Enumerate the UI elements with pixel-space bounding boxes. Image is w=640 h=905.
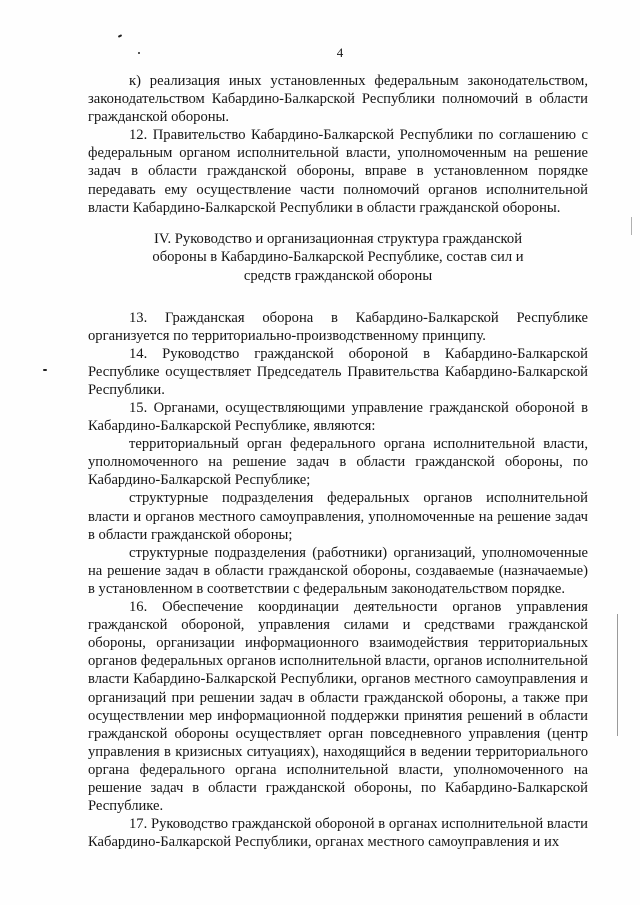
paragraph-16: 16. Обеспечение координации деятельности органов управления гражданской обороной, управления силами и средствами гражданской обороны, организации информационного взаимодействия территориальных органов федеральных органов исполнительной власти, органов исполнительной власти Кабардино-Балкарской Республики, органов местного самоуправления и организаций при решении задач в области гражданской обороны, а также при осуществлении мер информационной поддержки принятия решений в области гражданской обороны осуществляет орган повседневного управления (центр управления в кризисных ситуациях), находящийся в ведении территориального органа федерального органа исполнительной власти, уполномоченного на решение задач в области гражданской обороны, по Кабардино-Балкарской Республике.	[88, 599, 588, 815]
page-number: 4	[336, 45, 344, 60]
paragraph-13: 13. Гражданская оборона в Кабардино-Балкарской Республике организуется по территориально-производственному принципу.	[88, 309, 588, 344]
scan-speck	[118, 34, 122, 38]
paragraph-15-item-c: структурные подразделения (работники) организаций, уполномоченные на решение задач в области гражданской обороны, создаваемые (назначаемые) в установленном в соответствии с федеральным законодательством порядке.	[88, 544, 588, 597]
scan-edge-line	[631, 217, 632, 235]
section-heading-iv: IV. Руководство и организационная структура гражданской обороны в Кабардино-Балкарской Республике, состав сил и средств гражданской обороны	[152, 230, 524, 284]
paragraph-17: 17. Руководство гражданской обороной в органах исполнительной власти Кабардино-Балкарской Республики, органах местного самоуправления и их	[88, 816, 588, 851]
paragraph-14: 14. Руководство гражданской обороной в Кабардино-Балкарской Республике осуществляет Председатель Правительства Кабардино-Балкарской Республики.	[88, 345, 588, 398]
document-body	[88, 72, 588, 851]
paragraph-15-item-a: территориальный орган федерального органа исполнительной власти, уполномоченного на решение задач в области гражданской обороны, по Кабардино-Балкарской Республике;	[88, 436, 588, 489]
spacer	[88, 300, 588, 309]
paragraph-k: к) реализация иных установленных федеральным законодательством, законодательством Кабардино-Балкарской Республики полномочий в области гражданской обороны.	[88, 73, 588, 126]
paragraph-12: 12. Правительство Кабардино-Балкарской Республики по соглашению с федеральным органом исполнительной власти, уполномоченным на решение задач в области гражданской обороны, вправе в установленном порядке передавать ему осуществление части полномочий органов исполнительной власти Кабардино-Балкарской Республики в области гражданской обороны.	[88, 127, 588, 216]
paragraph-15: 15. Органами, осуществляющими управление гражданской обороной в Кабардино-Балкарской Республике, являются:	[88, 400, 588, 435]
paragraph-15-item-b: структурные подразделения федеральных органов исполнительной власти и органов местного самоуправления, уполномоченные на решение задач в области гражданской обороны;	[88, 490, 588, 543]
scan-edge-line	[617, 614, 618, 736]
scan-speck	[43, 369, 47, 371]
